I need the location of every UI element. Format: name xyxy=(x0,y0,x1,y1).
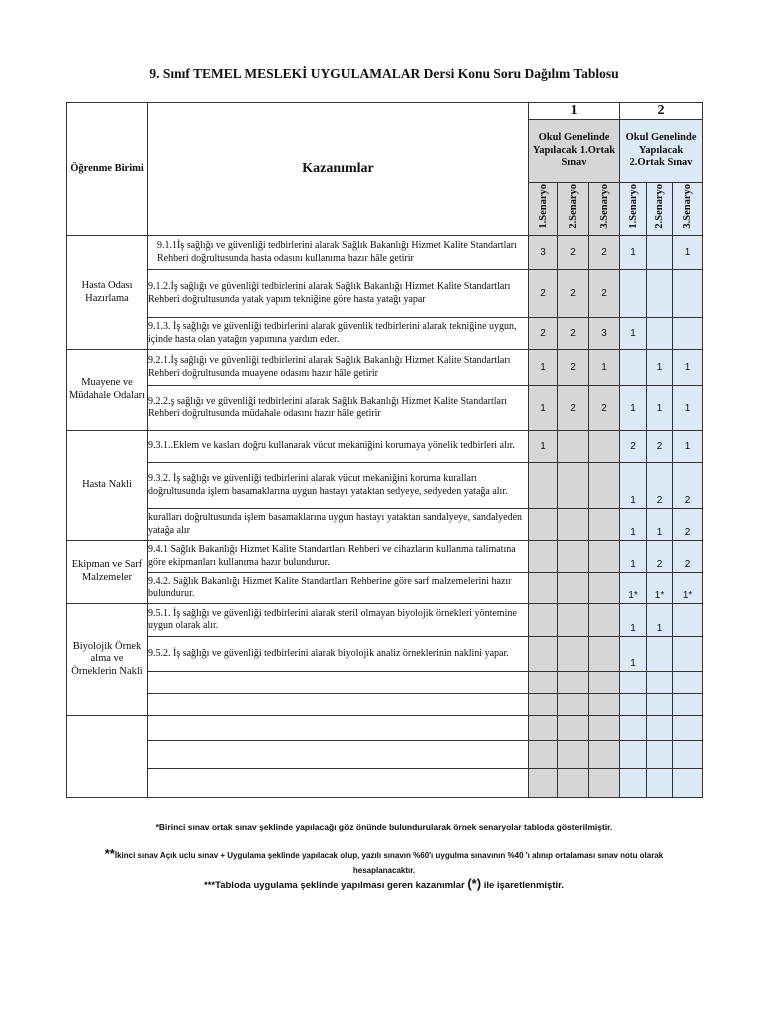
page-title: 9. Sınıf TEMEL MESLEKİ UYGULAMALAR Dersi Konu Soru Dağılım Tablosu xyxy=(149,66,619,81)
cell xyxy=(558,431,589,463)
cell: 2 xyxy=(589,236,620,270)
cell: 2 xyxy=(558,318,589,350)
cell xyxy=(589,541,620,573)
cell xyxy=(647,637,673,672)
cell xyxy=(558,637,589,672)
cell: 2 xyxy=(589,386,620,431)
cell: 1* xyxy=(673,573,703,604)
table-row xyxy=(67,270,703,318)
cell: 1 xyxy=(620,509,647,541)
kazanim-text: 9.4.2. Sağlık Bakanlığı Hizmet Kalite Standartları Rehberine göre sarf malzemelerini hazır bulundurur. xyxy=(148,573,529,604)
kazanim-text: 9.1.3. İş sağlığı ve güvenliği tedbirlerini alarak güvenlik tedbirlerini alarak tekniğine uygun, içinde hasta olan yatağın yapımına yardım eder. xyxy=(148,318,529,350)
cell: 2 xyxy=(647,431,673,463)
footnote-3-post: ile işaretlenmiştir. xyxy=(483,880,564,891)
cell: 1 xyxy=(620,236,647,270)
table-row xyxy=(67,431,703,463)
cell xyxy=(620,270,647,318)
cell: 2 xyxy=(647,541,673,573)
kazanim-text: kuralları doğrultusunda işlem basamaklarına uygun hastayı yataktan sandalyeye, sandalyeden yatağa alır xyxy=(148,509,529,541)
table-row xyxy=(67,637,703,672)
cell: 1 xyxy=(647,386,673,431)
cell: 1 xyxy=(529,350,558,386)
cell: 1 xyxy=(647,350,673,386)
cell xyxy=(647,318,673,350)
cell xyxy=(589,573,620,604)
footnote-2-text: İkinci sınav Açık uclu sınav + Uygulama şeklinde yapılacak olup, yazılı sınavın %60'ı uygulma sınavının %40 'ı alınıp ortalaması sınav notu olarak hesaplanacaktır. xyxy=(114,851,664,875)
cell: 1* xyxy=(647,573,673,604)
cell xyxy=(647,270,673,318)
scenario-header: 3.Senaryo xyxy=(589,183,620,236)
cell: 1 xyxy=(620,637,647,672)
cell xyxy=(558,541,589,573)
cell: 2 xyxy=(620,431,647,463)
cell: 1 xyxy=(589,350,620,386)
cell: 1 xyxy=(620,386,647,431)
cell xyxy=(589,431,620,463)
cell: 1 xyxy=(620,604,647,637)
unit-label: Biyolojik Örnek alma ve Örneklerin Nakli xyxy=(67,604,148,716)
table-row xyxy=(67,741,703,769)
cell: 2 xyxy=(558,270,589,318)
cell: 2 xyxy=(558,350,589,386)
cell: 1 xyxy=(673,431,703,463)
cell xyxy=(673,604,703,637)
kazanim-text xyxy=(148,672,529,694)
table-row xyxy=(67,463,703,509)
unit-label: Ekipman ve Sarf Malzemeler xyxy=(67,541,148,604)
table-row xyxy=(67,318,703,350)
kazanim-text xyxy=(148,769,529,798)
cell xyxy=(529,573,558,604)
header-exam1-label: Okul Genelinde Yapılacak 1.Ortak Sınav xyxy=(529,120,620,183)
table-row xyxy=(67,769,703,798)
kazanim-text: 9.5.2. İş sağlığı ve güvenliği tedbirlerini alarak biyolojik analiz örneklerinin naklini yapar. xyxy=(148,637,529,672)
cell: 1 xyxy=(673,350,703,386)
cell xyxy=(529,541,558,573)
kazanim-text: 9.3.1..Eklem ve kasları doğru kullanarak vücut mekaniğini korumaya yönelik tedbirleri alır. xyxy=(148,431,529,463)
cell: 2 xyxy=(558,236,589,270)
cell: 2 xyxy=(558,386,589,431)
table-row xyxy=(67,716,703,741)
kazanim-text: 9.2.2.ş sağlığı ve güvenliği tedbirlerini alarak Sağlık Bakanlığı Hizmet Kalite Standartları Rehberi doğrultusunda müdahale odasını hazır hâle getirir xyxy=(148,386,529,431)
cell: 1* xyxy=(620,573,647,604)
cell xyxy=(620,350,647,386)
footnote-3-pre: ***Tabloda uygulama şeklinde yapılması geren kazanımlar xyxy=(204,880,465,891)
footnote-2 xyxy=(0,844,768,878)
header-unit: Öğrenme Birimi xyxy=(67,103,148,236)
cell xyxy=(589,509,620,541)
scenario-header: 1.Senaryo xyxy=(529,183,558,236)
cell xyxy=(673,637,703,672)
cell: 2 xyxy=(529,318,558,350)
kazanim-text: 9.4.1 Sağlık Bakanlığı Hizmet Kalite Standartları Rehberi ve cihazların kullanma talimatına göre ekipmanları kullanıma hazır bulundurur. xyxy=(148,541,529,573)
header-kazanim: Kazanımlar xyxy=(148,103,529,236)
cell: 1 xyxy=(673,236,703,270)
cell xyxy=(529,604,558,637)
footnote-2-mark: ** xyxy=(104,846,115,861)
header-exam2-label: Okul Genelinde Yapılacak 2.Ortak Sınav xyxy=(620,120,703,183)
cell xyxy=(529,637,558,672)
table-row xyxy=(67,386,703,431)
unit-label: Muayene ve Müdahale Odaları xyxy=(67,350,148,431)
cell xyxy=(589,637,620,672)
cell: 3 xyxy=(589,318,620,350)
cell xyxy=(647,236,673,270)
cell: 1 xyxy=(647,509,673,541)
cell xyxy=(673,270,703,318)
cell xyxy=(558,509,589,541)
footnote-3-mark: (*) xyxy=(467,876,482,891)
scenario-header: 2.Senaryo xyxy=(647,183,673,236)
table-row xyxy=(67,573,703,604)
cell xyxy=(558,463,589,509)
footnote-1: *Birinci sınav ortak sınav şeklinde yapılacağı göz önünde bulundurularak örnek senaryolar tabloda gösterilmiştir. xyxy=(155,822,613,832)
kazanim-text xyxy=(148,741,529,769)
cell: 1 xyxy=(620,463,647,509)
cell: 1 xyxy=(529,431,558,463)
kazanim-text: 9.3.2. İş sağlığı ve güvenliği tedbirlerini alarak vücut mekaniğini koruma kuralları doğrultusunda işlem basamaklarına uygun hastayı yataktan sedyeye, sedyeden yatağa alır. xyxy=(148,463,529,509)
cell: 2 xyxy=(529,270,558,318)
cell: 2 xyxy=(673,509,703,541)
kazanim-text: 9.1.2.İş sağlığı ve güvenliği tedbirlerini alarak Sağlık Bakanlığı Hizmet Kalite Standartları Rehberi doğrultusunda yatak yapım tekniğine göre hasta yatağı yapar xyxy=(148,270,529,318)
cell: 2 xyxy=(647,463,673,509)
cell xyxy=(589,463,620,509)
kazanim-text: 9.5.1. İş sağlığı ve güvenliği tedbirlerini alarak steril olmayan biyolojik örnekleri yöntemine uygun olarak alır. xyxy=(148,604,529,637)
cell: 1 xyxy=(647,604,673,637)
cell xyxy=(529,463,558,509)
cell: 1 xyxy=(620,541,647,573)
cell xyxy=(529,509,558,541)
table-row xyxy=(67,672,703,694)
table-row xyxy=(67,694,703,716)
table-row xyxy=(67,350,703,386)
table-row xyxy=(67,604,703,637)
cell xyxy=(589,604,620,637)
cell: 2 xyxy=(589,270,620,318)
scenario-header: 1.Senaryo xyxy=(620,183,647,236)
kazanim-text xyxy=(148,716,529,741)
table-row xyxy=(67,541,703,573)
cell xyxy=(558,573,589,604)
cell: 1 xyxy=(673,386,703,431)
cell xyxy=(558,604,589,637)
cell: 1 xyxy=(620,318,647,350)
header-exam1-number: 1 xyxy=(529,103,620,120)
unit-label xyxy=(67,716,148,798)
cell xyxy=(673,318,703,350)
cell: 2 xyxy=(673,541,703,573)
scenario-header: 2.Senaryo xyxy=(558,183,589,236)
cell: 1 xyxy=(529,386,558,431)
kazanim-text: 9.2.1.İş sağlığı ve güvenliği tedbirlerini alarak Sağlık Bakanlığı Hizmet Kalite Standartları Rehberi doğrultusunda muayene odasını hazır hâle getirir xyxy=(148,350,529,386)
distribution-table xyxy=(66,102,703,798)
cell: 2 xyxy=(673,463,703,509)
cell: 3 xyxy=(529,236,558,270)
header-exam2-number: 2 xyxy=(620,103,703,120)
unit-label: Hasta Odası Hazırlama xyxy=(67,236,148,350)
unit-label: Hasta Nakli xyxy=(67,431,148,541)
footnote-3 xyxy=(0,876,768,891)
scenario-header: 3.Senaryo xyxy=(673,183,703,236)
table-row xyxy=(67,509,703,541)
kazanim-text: 9.1.1İş sağlığı ve güvenliği tedbirlerini alarak Sağlık Bakanlığı Hizmet Kalite Standartları Rehberi doğrultusunda hasta odasını kullanıma hazır hâle getirir xyxy=(148,236,529,270)
table-row xyxy=(67,236,703,270)
kazanim-text xyxy=(148,694,529,716)
